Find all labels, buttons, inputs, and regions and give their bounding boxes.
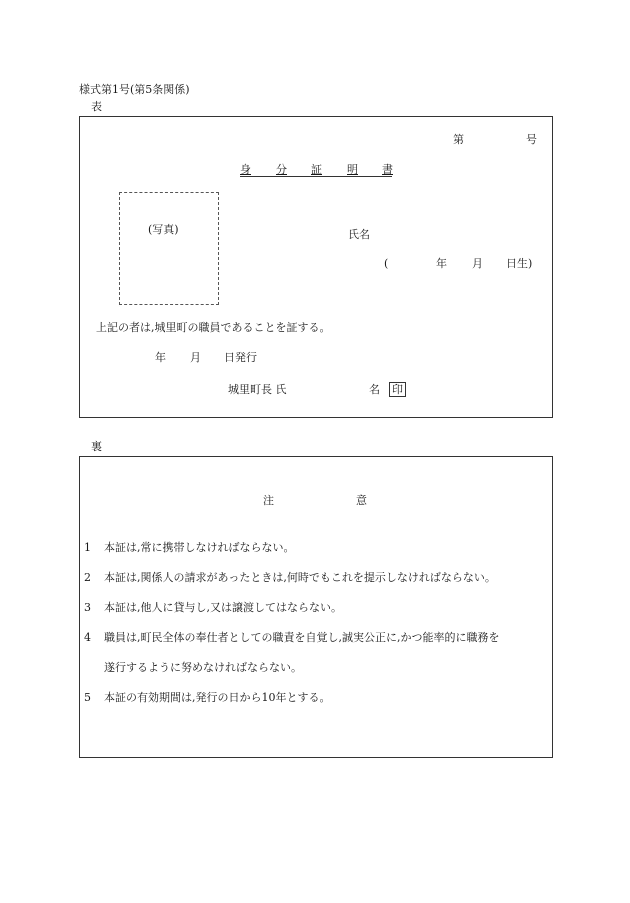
note-text-continued: 遂行するように努めなければならない。	[104, 661, 302, 674]
issue-year: 年	[155, 351, 166, 364]
photo-area	[119, 192, 219, 305]
certify-text: 上記の者は,城里町の職員であることを証する。	[96, 321, 331, 334]
note-text: 本証の有効期間は,発行の日から10年とする。	[104, 691, 331, 704]
title-underline	[240, 176, 392, 177]
mayor-label: 城里町長 氏	[228, 383, 287, 396]
title-char: 書	[382, 163, 393, 176]
note-text: 職員は,町民全体の奉仕者としての職責を自覚し,誠実公正に,かつ能率的に職務を	[104, 631, 500, 644]
number-prefix: 第	[453, 133, 464, 146]
birth-open: (	[384, 257, 389, 270]
note-text: 本証は,常に携帯しなければならない。	[104, 541, 295, 554]
issue-day: 日発行	[224, 351, 257, 364]
note-text: 本証は,他人に貸与し,又は譲渡してはならない。	[104, 601, 342, 614]
title-char: 分	[276, 163, 287, 176]
birth-day: 日生)	[506, 257, 533, 270]
note-number: 1	[84, 541, 91, 554]
seal-text: 印	[389, 382, 406, 397]
note-number: 3	[84, 601, 91, 614]
form-label: 様式第1号(第5条関係)	[79, 83, 190, 96]
seal-mark	[389, 382, 406, 397]
issue-month: 月	[190, 351, 201, 364]
note-number: 5	[84, 691, 91, 704]
number-suffix: 号	[526, 133, 537, 146]
birth-month: 月	[472, 257, 483, 270]
notes-title-2: 意	[356, 494, 367, 507]
name-label: 氏名	[348, 228, 370, 241]
notes-title-1: 注	[263, 494, 274, 507]
note-number: 2	[84, 571, 91, 584]
note-text: 本証は,関係人の請求があったときは,何時でもこれを提示しなければならない。	[104, 571, 496, 584]
title-char: 証	[311, 163, 322, 176]
birth-year: 年	[436, 257, 447, 270]
front-heading: 表	[91, 100, 102, 113]
photo-label: (写真)	[148, 223, 179, 236]
mayor-name-label: 名	[369, 383, 380, 396]
title-char: 明	[347, 163, 358, 176]
back-heading: 裏	[91, 440, 102, 453]
title-char: 身	[240, 163, 251, 176]
note-number: 4	[84, 631, 91, 644]
